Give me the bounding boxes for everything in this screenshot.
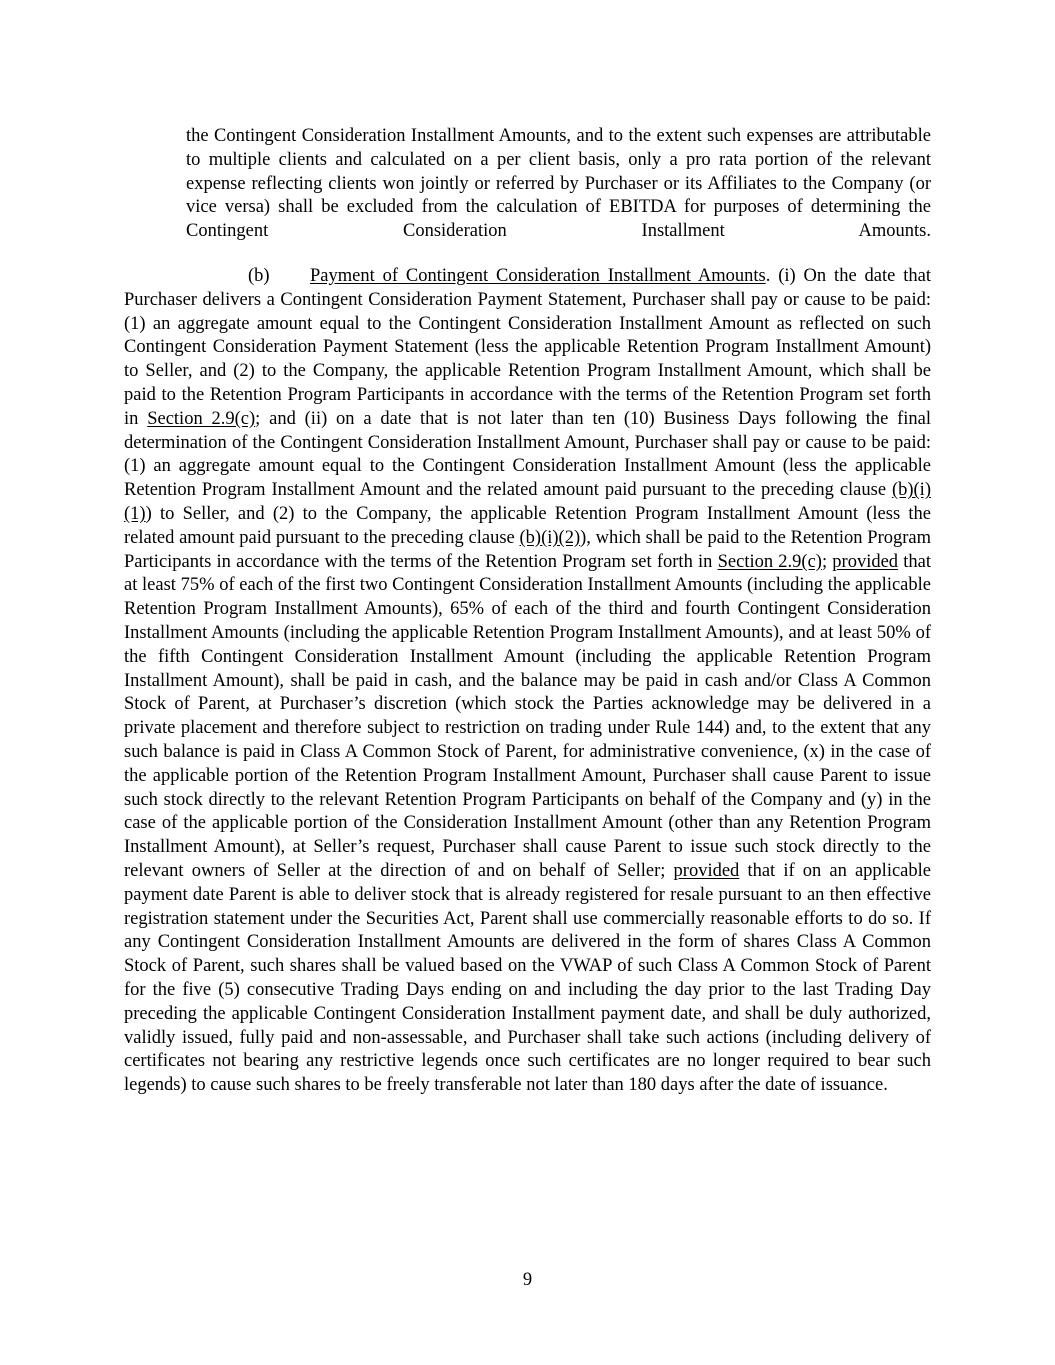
proviso-term: provided xyxy=(832,551,899,572)
proviso-term: provided xyxy=(673,860,740,881)
cross-reference: (b)(i)(2) xyxy=(519,527,581,548)
body-text: ) to Seller, and (2) to the Company, the applicable Retention Program Installment Amount (less the related amount paid pursuant to the preceding clause xyxy=(124,503,931,548)
body-text: ; and (ii) on a date that is not later than ten (10) Business Days following the final determination of the Contingent Consideration Installment Amount, Purchaser shall pay or cause to be paid: (1) an aggregate amount equal to the Contingent Consideration Installment Amount (less the applicable Retention Program Installment Amount and the related amount paid pursuant to the preceding clause xyxy=(124,408,931,501)
cross-reference: (b)(i)(1) xyxy=(124,480,931,524)
section-heading: Payment of Contingent Consideration Installment Amounts xyxy=(310,266,766,286)
continuation-paragraph: the Contingent Consideration Installment Amounts, and to the extent such expenses are attributable to multiple clients and calculated on a per client basis, only a pro rata portion of the relevant expense reflecting clients won jointly or referred by Purchaser or its Affiliates to the Company (or vice versa) shall be excluded from the calculation of EBITDA for purposes of determining the Contingent Consideration Installment Amounts. xyxy=(186,126,931,242)
body-text: that at least 75% of each of the first two Contingent Consideration Installment Amounts (including the applicable Retention Program Installment Amounts), 65% of each of the third and fourth Contingent Consideration Installment Amounts (including the applicable Retention Program Installment Amounts), and at least 50% of the fifth Contingent Consideration Installment Amount (including the applicable Retention Program Installment Amount), shall be paid in cash, and the balance may be paid in cash and/or Class A Common Stock of Parent, at Purchaser’s discretion (which stock the Parties acknowledge may be delivered in a private placement and therefore subject to restriction on trading under Rule 144) and, to the extent that any such balance is paid in Class A Common Stock of Parent, for administrative convenience, (x) in the case of the applicable portion of the Retention Program Installment Amount, Purchaser shall cause Parent to issue such stock directly to the relevant Retention Program Participants on behalf of the Company and (y) in the case of the applicable portion of the Consideration Installment Amount (other than any Retention Program Installment Amount), at Seller’s request, Purchaser shall cause Parent to issue such stock directly to the relevant owners of Seller at the direction of and on behalf of Seller; xyxy=(124,551,931,881)
section-label: (b) xyxy=(248,266,270,286)
cross-reference: Section 2.9(c) xyxy=(717,551,822,572)
page-number: 9 xyxy=(522,1270,533,1290)
cross-reference: Section 2.9(c) xyxy=(147,408,256,429)
body-text: ; xyxy=(821,551,833,572)
body-text: ), which shall be paid to the Retention Program Participants in accordance with the terms of the Retention Program set forth in xyxy=(124,527,931,572)
body-text: that if on an applicable payment date Parent is able to deliver stock that is already registered for resale pursuant to an then effective registration statement under the Securities Act, Parent shall use commercially reasonable efforts to do so. If any Contingent Consideration Installment Amounts are delivered in the form of shares Class A Common Stock of Parent, such shares shall be valued based on the VWAP of such Class A Common Stock of Parent for the five (5) consecutive Trading Days ending on and including the day prior to the last Trading Day preceding the applicable Contingent Consideration Installment payment date, and shall be duly authorized, validly issued, fully paid and non-assessable, and Purchaser shall take such actions (including delivery of certificates not bearing any restrictive legends once such certificates are no longer required to bear such legends) to cause such shares to be freely transferable not later than 180 days after the date of issuance. xyxy=(124,860,931,1096)
body-text: . (i) On the date that Purchaser delivers a Contingent Consideration Payment Statement, Purchaser shall pay or cause to be paid: (1) an aggregate amount equal to the Contingent Consideration Installment Amount as reflected on such Contingent Consideration Payment Statement (less the applicable Retention Program Installment Amount) to Seller, and (2) to the Company, the applicable Retention Program Installment Amount, which shall be paid to the Retention Program Participants in accordance with the terms of the Retention Program set forth in xyxy=(124,266,931,429)
section-b-paragraph xyxy=(124,265,931,1098)
